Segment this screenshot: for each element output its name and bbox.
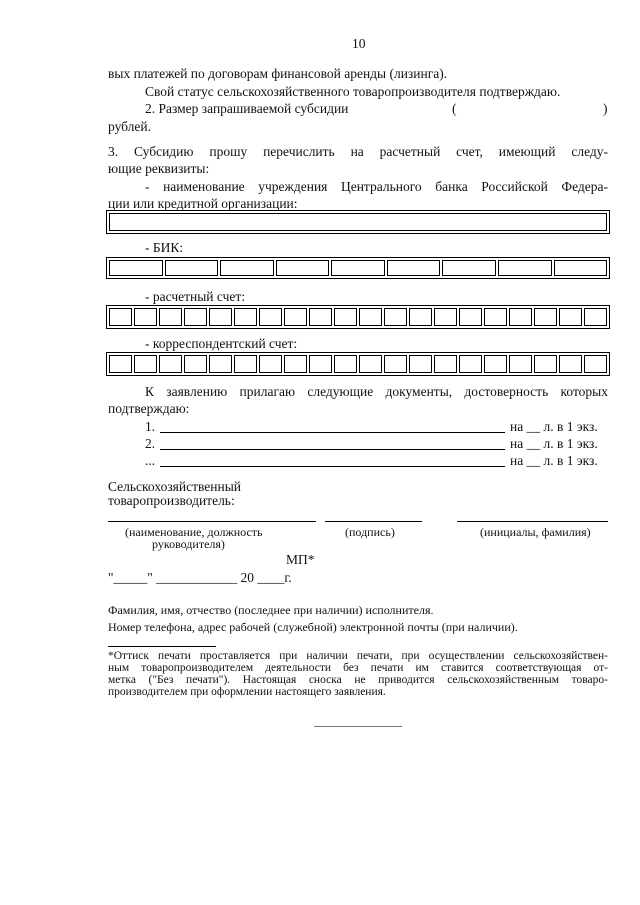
- text-line: вых платежей по договорам финансовой аренды (лизинга).: [108, 66, 448, 81]
- account-digit-cell[interactable]: [334, 308, 357, 326]
- corr-account-digit-cell[interactable]: [334, 355, 357, 373]
- bank-name-cell[interactable]: [109, 213, 607, 231]
- corr-account-digit-cell[interactable]: [384, 355, 407, 373]
- initials-line[interactable]: [457, 521, 608, 522]
- corr-account-field[interactable]: [106, 352, 610, 376]
- seal-place: МП*: [286, 552, 315, 567]
- corr-account-digit-cell[interactable]: [309, 355, 332, 373]
- account-digit-cell[interactable]: [434, 308, 457, 326]
- account-digit-cell[interactable]: [359, 308, 382, 326]
- bik-field[interactable]: [106, 257, 610, 279]
- name-position-line[interactable]: [108, 521, 316, 522]
- account-digit-cell[interactable]: [134, 308, 157, 326]
- footnote-line: ным товаропроизводителем деятельности без печати им ставится соответствующая от-: [108, 662, 608, 674]
- bik-digit-cell[interactable]: [109, 260, 163, 276]
- footnote-line: *Оттиск печати проставляется при наличии печати, при осуществлении сельскохозяйствен-: [108, 650, 608, 662]
- account-digit-cell[interactable]: [309, 308, 332, 326]
- bik-digit-cell[interactable]: [276, 260, 330, 276]
- bik-digit-cell[interactable]: [165, 260, 219, 276]
- paren-close: ): [603, 101, 608, 116]
- paren-open: (: [452, 101, 457, 116]
- bik-digit-cell[interactable]: [220, 260, 274, 276]
- signer-title: Сельскохозяйственный: [108, 479, 242, 494]
- bik-digit-cell[interactable]: [387, 260, 441, 276]
- corr-account-digit-cell[interactable]: [509, 355, 532, 373]
- attachment-line[interactable]: [160, 466, 505, 467]
- account-digit-cell[interactable]: [209, 308, 232, 326]
- corr-account-digit-cell[interactable]: [234, 355, 257, 373]
- text-line: ющие реквизиты:: [108, 161, 210, 176]
- account-digit-cell[interactable]: [159, 308, 182, 326]
- executor-name: Фамилия, имя, отчество (последнее при наличии) исполнителя.: [108, 603, 434, 617]
- text-line: 3. Субсидию прошу перечислить на расчетный счет, имеющий следу-: [108, 144, 608, 159]
- page-number: 10: [352, 36, 366, 51]
- corr-account-digit-cell[interactable]: [159, 355, 182, 373]
- account-label: - расчетный счет:: [145, 289, 246, 304]
- attachment-tail: на __ л. в 1 экз.: [510, 419, 598, 434]
- text-line: Свой статус сельскохозяйственного товаропроизводителя подтверждаю.: [145, 84, 561, 99]
- footnote-line: метка ("Без печати"). Настоящая сноска не приводится сельскохозяйственным товаро-: [108, 674, 608, 686]
- text-line: ции или кредитной организации:: [108, 196, 298, 211]
- attachment-line[interactable]: [160, 432, 505, 433]
- subsidy-amount-label: 2. Размер запрашиваемой субсидии: [145, 101, 349, 116]
- corr-account-digit-cell[interactable]: [409, 355, 432, 373]
- account-digit-cell[interactable]: [559, 308, 582, 326]
- corr-account-digit-cell[interactable]: [184, 355, 207, 373]
- account-digit-cell[interactable]: [184, 308, 207, 326]
- bank-name-field[interactable]: [106, 210, 610, 234]
- account-digit-cell[interactable]: [534, 308, 557, 326]
- account-digit-cell[interactable]: [509, 308, 532, 326]
- text-line: - наименование учреждения Центрального банка Российской Федера-: [145, 179, 608, 194]
- caption-name-position: (наименование, должность: [125, 525, 263, 539]
- account-digit-cell[interactable]: [259, 308, 282, 326]
- corr-account-digit-cell[interactable]: [134, 355, 157, 373]
- caption-signature: (подпись): [345, 525, 395, 539]
- bik-label: - БИК:: [145, 240, 184, 255]
- bik-digit-cell[interactable]: [498, 260, 552, 276]
- account-digit-cell[interactable]: [284, 308, 307, 326]
- account-digit-cell[interactable]: [384, 308, 407, 326]
- corr-account-digit-cell[interactable]: [284, 355, 307, 373]
- bik-digit-cell[interactable]: [442, 260, 496, 276]
- account-digit-cell[interactable]: [484, 308, 507, 326]
- account-digit-cell[interactable]: [409, 308, 432, 326]
- account-digit-cell[interactable]: [234, 308, 257, 326]
- end-divider: [314, 726, 402, 727]
- caption-name-position: руководителя): [152, 537, 225, 551]
- bik-digit-cell[interactable]: [554, 260, 608, 276]
- attachment-line[interactable]: [160, 449, 505, 450]
- corr-account-label: - корреспондентский счет:: [145, 336, 298, 351]
- attachment-tail: на __ л. в 1 экз.: [510, 453, 598, 468]
- bik-digit-cell[interactable]: [331, 260, 385, 276]
- attachment-number: ...: [145, 453, 156, 468]
- footnote-divider: [108, 646, 216, 647]
- account-digit-cell[interactable]: [459, 308, 482, 326]
- attachment-number: 2.: [145, 436, 156, 451]
- caption-initials: (инициалы, фамилия): [480, 525, 591, 539]
- corr-account-digit-cell[interactable]: [534, 355, 557, 373]
- corr-account-digit-cell[interactable]: [259, 355, 282, 373]
- signer-title: товаропроизводитель:: [108, 493, 235, 508]
- footnote-line: производителем при оформлении настоящего заявления.: [108, 686, 386, 698]
- attachment-number: 1.: [145, 419, 156, 434]
- corr-account-digit-cell[interactable]: [434, 355, 457, 373]
- text-line: подтверждаю:: [108, 401, 190, 416]
- corr-account-digit-cell[interactable]: [209, 355, 232, 373]
- executor-contacts: Номер телефона, адрес рабочей (служебной) электронной почты (при наличии).: [108, 620, 518, 634]
- text-line: К заявлению прилагаю следующие документы, достоверность которых: [145, 384, 608, 399]
- attachment-tail: на __ л. в 1 экз.: [510, 436, 598, 451]
- corr-account-digit-cell[interactable]: [559, 355, 582, 373]
- corr-account-digit-cell[interactable]: [359, 355, 382, 373]
- corr-account-digit-cell[interactable]: [584, 355, 607, 373]
- corr-account-digit-cell[interactable]: [484, 355, 507, 373]
- date-line[interactable]: "_____" ____________ 20 ____г.: [108, 570, 292, 585]
- account-digit-cell[interactable]: [109, 308, 132, 326]
- corr-account-digit-cell[interactable]: [109, 355, 132, 373]
- signature-line[interactable]: [325, 521, 422, 522]
- corr-account-digit-cell[interactable]: [459, 355, 482, 373]
- account-digit-cell[interactable]: [584, 308, 607, 326]
- account-field[interactable]: [106, 305, 610, 329]
- text-line: рублей.: [108, 119, 152, 134]
